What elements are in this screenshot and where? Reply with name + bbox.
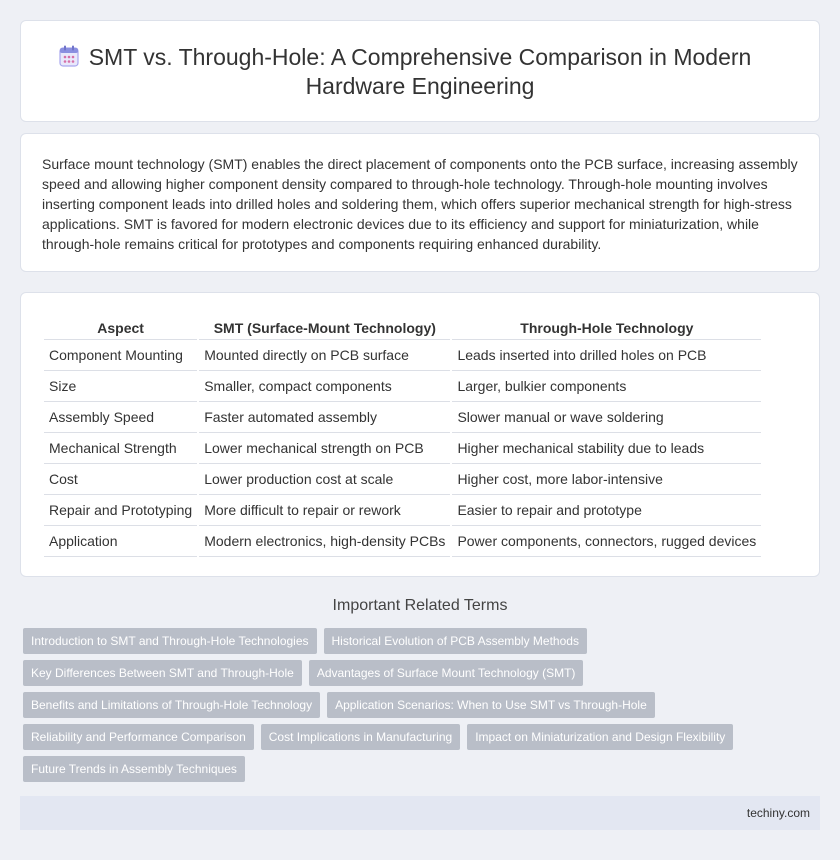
column-header-smt: SMT (Surface-Mount Technology) <box>199 313 450 340</box>
table-row <box>44 526 761 557</box>
cell-through-hole: Higher mechanical stability due to leads <box>452 433 761 464</box>
page-title: SMT vs. Through-Hole: A Comprehensive Comparison in Modern Hardware Engineering <box>88 44 752 99</box>
cell-through-hole: Larger, bulkier components <box>452 371 761 402</box>
related-terms-heading: Important Related Terms <box>332 597 508 614</box>
related-term-tag[interactable]: Future Trends in Assembly Techniques <box>23 756 245 782</box>
cell-aspect: Cost <box>44 464 197 495</box>
related-term-tag[interactable]: Impact on Miniaturization and Design Flexibility <box>467 724 733 750</box>
comparison-table-card <box>20 292 820 577</box>
related-term-tag[interactable]: Historical Evolution of PCB Assembly Methods <box>324 628 587 654</box>
cell-aspect: Assembly Speed <box>44 402 197 433</box>
table-row <box>44 495 761 526</box>
table-row <box>44 340 761 371</box>
table-row <box>44 464 761 495</box>
footer-site-name: techiny.com <box>746 806 810 820</box>
comparison-table <box>42 313 763 557</box>
table-header-row <box>44 313 761 340</box>
related-term-tag[interactable]: Reliability and Performance Comparison <box>23 724 254 750</box>
intro-paragraph: Surface mount technology (SMT) enables the direct placement of components onto the PCB surface, increasing assembly speed and allowing higher component density compared to through-hole technology. Through-hole mounting involves inserting component leads into drilled holes and soldering them, which offers superior mechanical strength for high-stress applications. SMT is favored for modern electronic devices due to its efficiency and support for miniaturization, while through-hole remains critical for prototypes and components requiring enhanced durability. <box>42 156 798 252</box>
cell-smt: More difficult to repair or rework <box>199 495 450 526</box>
cell-smt: Lower production cost at scale <box>199 464 450 495</box>
related-term-tag[interactable]: Advantages of Surface Mount Technology (SMT) <box>309 660 584 686</box>
header-card <box>20 20 820 122</box>
related-term-tag[interactable]: Key Differences Between SMT and Through-Hole <box>23 660 302 686</box>
cell-through-hole: Easier to repair and prototype <box>452 495 761 526</box>
cell-smt: Smaller, compact components <box>199 371 450 402</box>
footer <box>20 796 820 830</box>
cell-through-hole: Power components, connectors, rugged devices <box>452 526 761 557</box>
related-term-tag[interactable]: Cost Implications in Manufacturing <box>261 724 460 750</box>
table-row <box>44 433 761 464</box>
cell-through-hole: Slower manual or wave soldering <box>452 402 761 433</box>
cell-through-hole: Leads inserted into drilled holes on PCB <box>452 340 761 371</box>
intro-card <box>20 133 820 272</box>
related-term-tag[interactable]: Benefits and Limitations of Through-Hole Technology <box>23 692 320 718</box>
cell-aspect: Mechanical Strength <box>44 433 197 464</box>
cell-aspect: Repair and Prototyping <box>44 495 197 526</box>
column-header-aspect: Aspect <box>44 313 197 340</box>
cell-smt: Modern electronics, high-density PCBs <box>199 526 450 557</box>
cell-smt: Faster automated assembly <box>199 402 450 433</box>
cell-smt: Lower mechanical strength on PCB <box>199 433 450 464</box>
cell-aspect: Component Mounting <box>44 340 197 371</box>
table-row <box>44 371 761 402</box>
related-term-tag[interactable]: Application Scenarios: When to Use SMT vs Through-Hole <box>327 692 655 718</box>
column-header-through-hole: Through-Hole Technology <box>452 313 761 340</box>
related-term-tag[interactable]: Introduction to SMT and Through-Hole Technologies <box>23 628 317 654</box>
related-terms-list <box>23 628 803 788</box>
cell-aspect: Application <box>44 526 197 557</box>
table-row <box>44 402 761 433</box>
cell-through-hole: Higher cost, more labor-intensive <box>452 464 761 495</box>
cell-aspect: Size <box>44 371 197 402</box>
cell-smt: Mounted directly on PCB surface <box>199 340 450 371</box>
